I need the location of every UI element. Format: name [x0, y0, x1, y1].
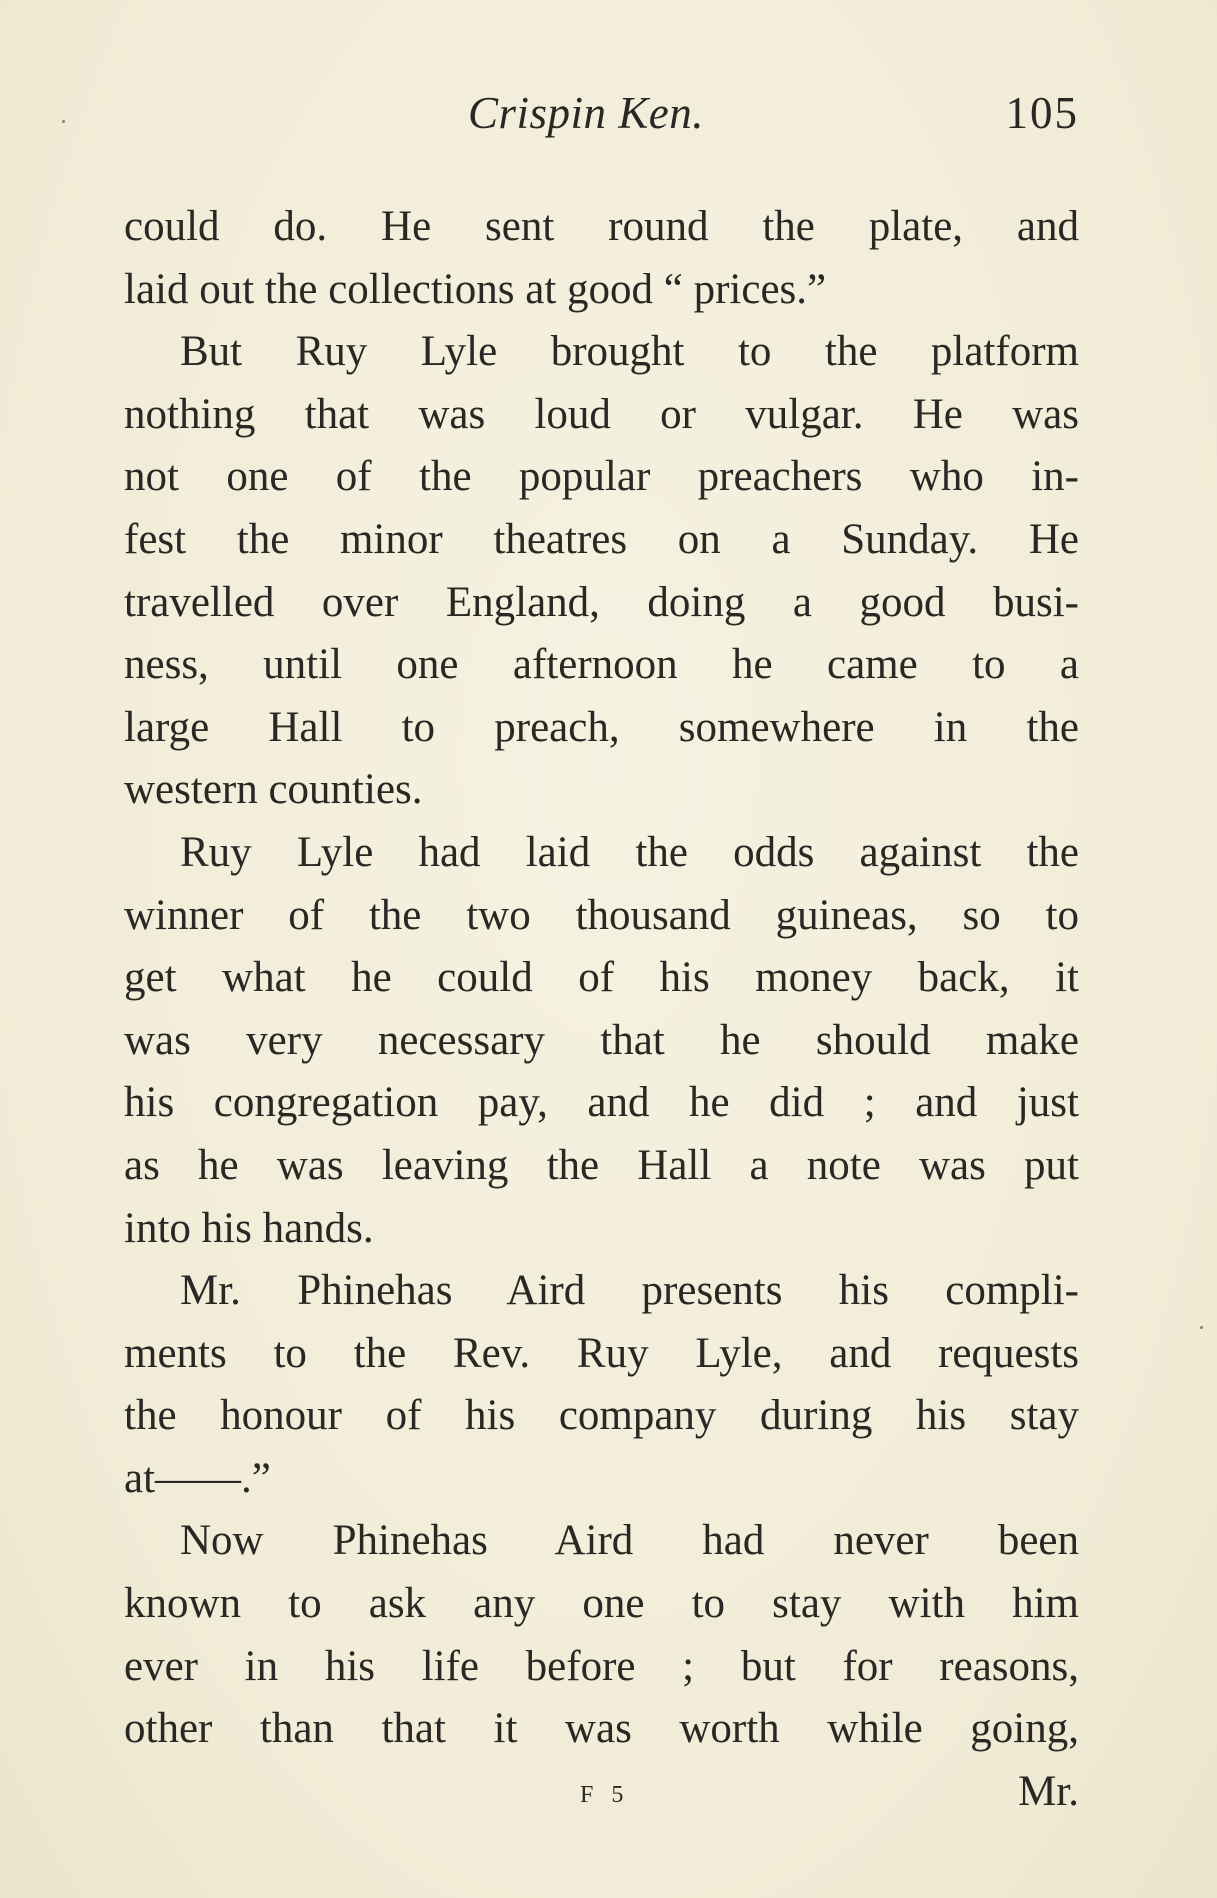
text-line: his congregation pay, and he did ; and just — [124, 1079, 1079, 1127]
text-line: the honour of his company during his stay — [124, 1392, 1079, 1440]
text-line: Ruy Lyle had laid the odds against the — [180, 828, 1079, 876]
text-line: But Ruy Lyle brought to the platform — [180, 328, 1079, 376]
text-line: Now Phinehas Aird had never been — [180, 1517, 1079, 1565]
text-line: other than that it was worth while going, — [124, 1705, 1079, 1753]
text-line: get what he could of his money back, it — [124, 954, 1079, 1002]
page-footer — [124, 1764, 1079, 1824]
text-line: was very necessary that he should make — [124, 1016, 1079, 1064]
text-line: at——.” — [124, 1454, 271, 1502]
text-line: could do. He sent round the plate, and — [124, 203, 1079, 250]
text-line: large Hall to preach, somewhere in the — [124, 703, 1079, 751]
text-line: nothing that was loud or vulgar. He was — [124, 390, 1079, 438]
text-line: into his hands. — [124, 1204, 374, 1252]
text-line: not one of the popular preachers who in- — [124, 453, 1079, 501]
text-line: ments to the Rev. Ruy Lyle, and requests — [124, 1329, 1079, 1377]
page-header — [124, 88, 1079, 148]
text-line: fest the minor theatres on a Sunday. He — [124, 515, 1079, 563]
text-line: travelled over England, doing a good busi- — [124, 578, 1079, 626]
text-line: winner of the two thousand guineas, so to — [124, 891, 1079, 939]
catchword: Mr. — [1018, 1768, 1079, 1815]
text-line: laid out the collections at good “ prices.” — [124, 265, 827, 313]
text-line: as he was leaving the Hall a note was put — [124, 1141, 1079, 1189]
text-line: western counties. — [124, 766, 423, 814]
text-line: known to ask any one to stay with him — [124, 1580, 1079, 1628]
paper-speck — [1200, 1326, 1203, 1329]
page-number: 105 — [1005, 88, 1079, 138]
paper-speck — [62, 120, 65, 123]
text-line: ever in his life before ; but for reasons, — [124, 1642, 1079, 1690]
text-line: Mr. Phinehas Aird presents his compli- — [180, 1267, 1079, 1315]
body-text — [124, 196, 1079, 1761]
running-title: Crispin Ken. — [468, 88, 705, 138]
signature-mark: F 5 — [580, 1782, 630, 1808]
text-line: ness, until one afternoon he came to a — [124, 641, 1079, 689]
